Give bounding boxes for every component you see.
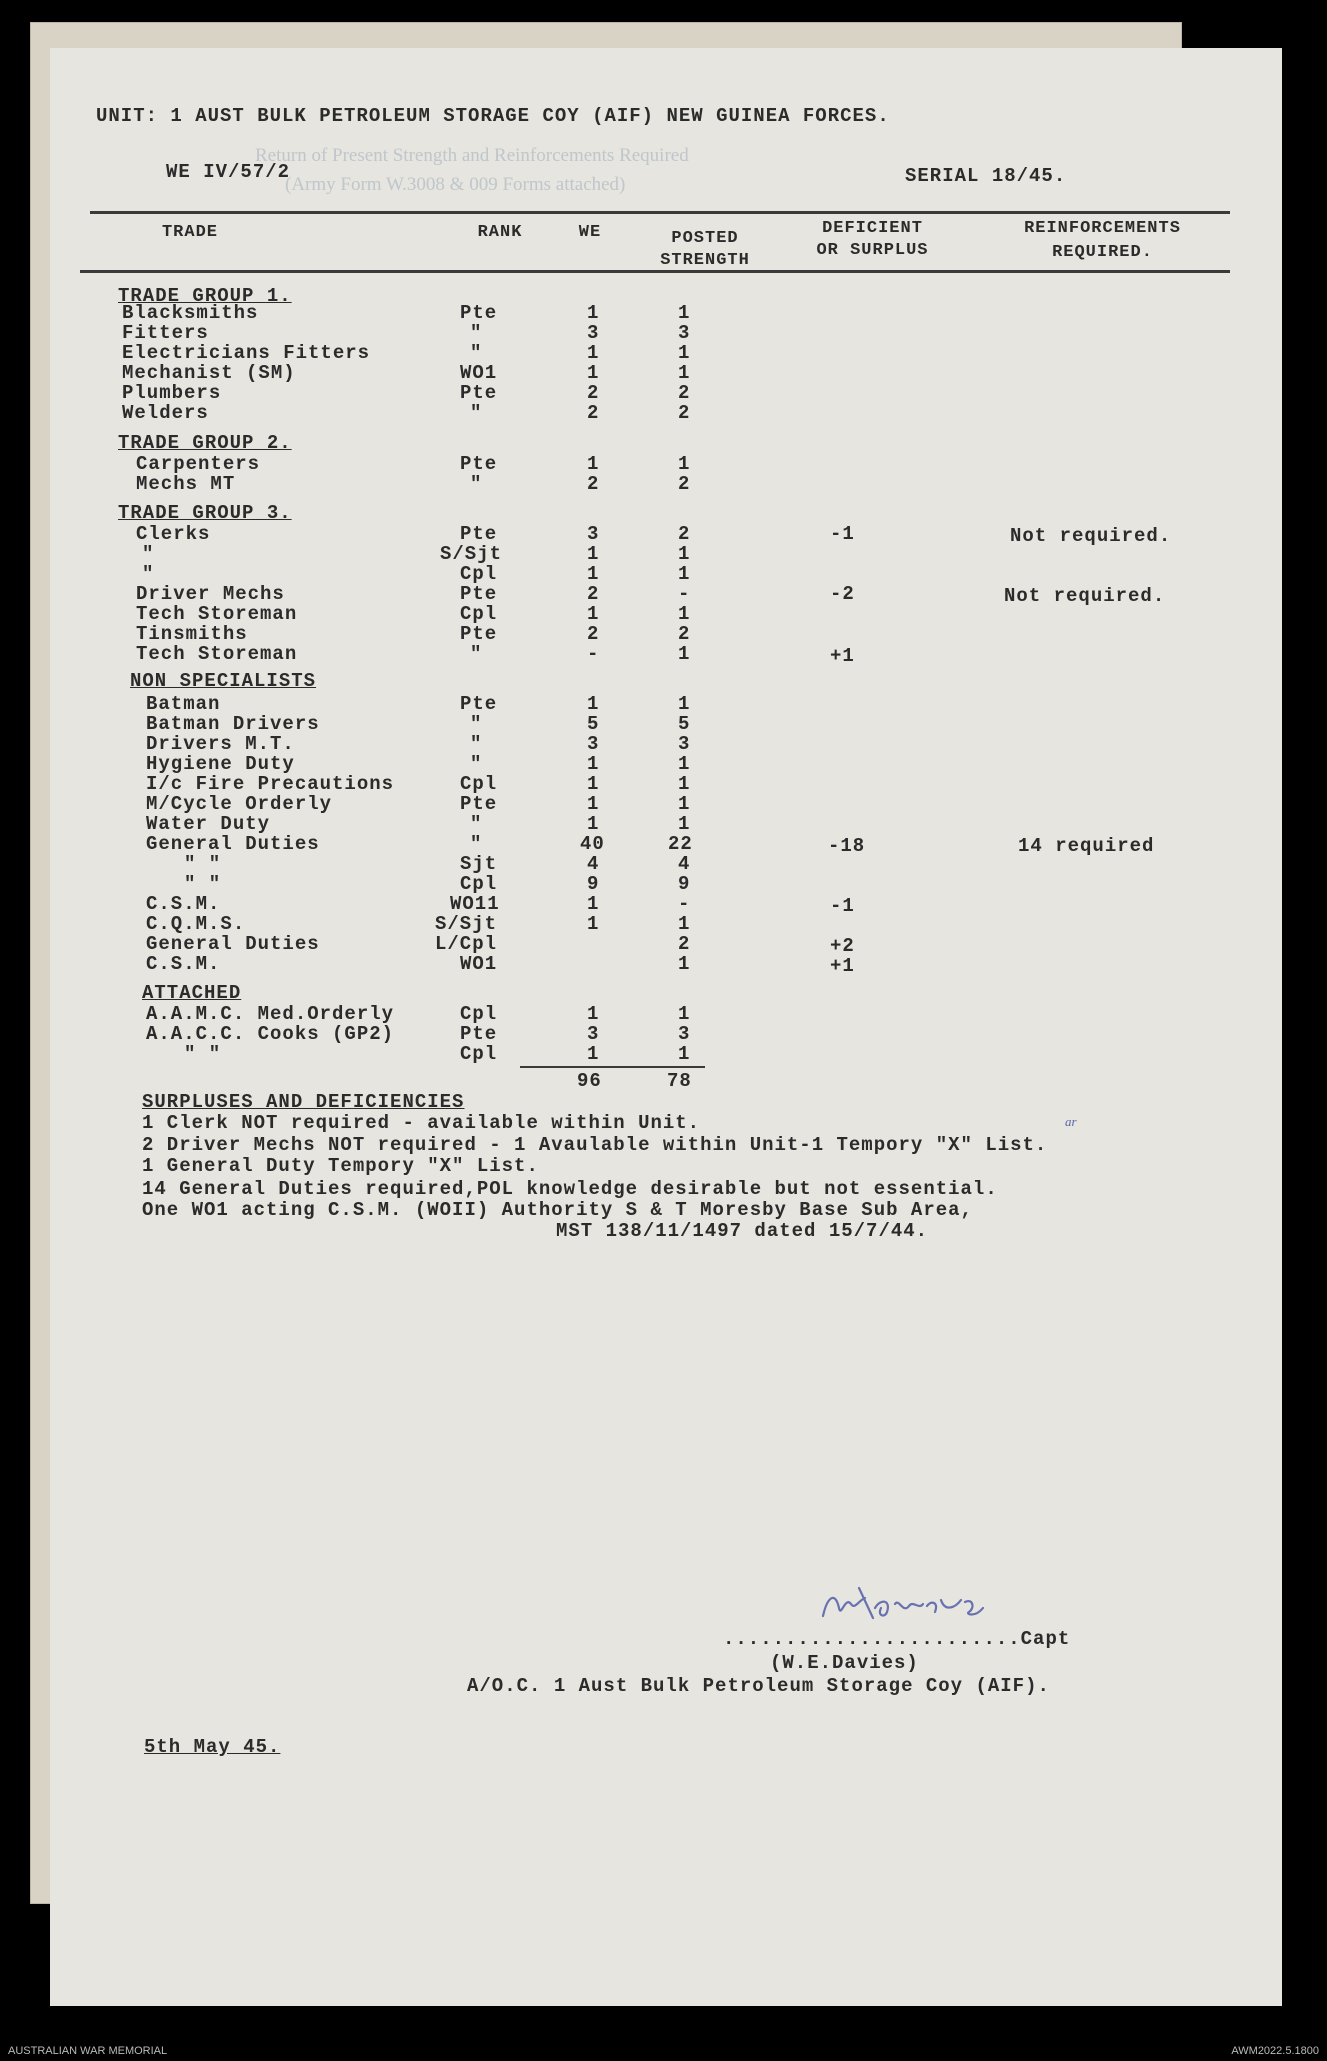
col-posted-1: POSTED [671, 229, 739, 248]
posted-cell: 4 [678, 853, 691, 875]
trade-cell: Water Duty [146, 813, 271, 835]
posted-cell: 1 [678, 342, 691, 364]
we-cell: 4 [587, 853, 600, 875]
posted-cell: 1 [678, 453, 691, 475]
rank-cell: Cpl [460, 603, 498, 625]
col-rank: RANK [477, 223, 523, 242]
faded-heading-1: Return of Present Strength and Reinforcements Required [255, 145, 689, 166]
rank-cell: Pte [460, 583, 498, 605]
posted-cell: 1 [678, 813, 691, 835]
header-rule-bottom [80, 270, 1230, 273]
we-cell: 1 [587, 302, 600, 324]
rank-cell: Pte [460, 453, 498, 475]
rank-cell: Pte [460, 793, 498, 815]
col-deficient-1: DEFICIENT [822, 219, 923, 238]
we-cell: 3 [587, 322, 600, 344]
rank-cell: Pte [460, 382, 498, 404]
deficiency-cell: -1 [830, 523, 855, 545]
rank-cell: Cpl [460, 873, 498, 895]
we-cell: 1 [587, 813, 600, 835]
rank-cell: Pte [460, 623, 498, 645]
trade-cell: C.S.M. [146, 953, 221, 975]
rank-cell: L/Cpl [435, 933, 498, 955]
trade-cell: " " [184, 873, 222, 895]
trade-cell: " " [184, 853, 222, 875]
posted-cell: 1 [678, 1043, 691, 1065]
rank-cell: " [470, 342, 483, 364]
posted-cell: 1 [678, 913, 691, 935]
trade-cell: Tech Storeman [136, 603, 298, 625]
rank-cell: WO11 [450, 893, 500, 915]
posted-cell: 3 [678, 322, 691, 344]
note-line: 1 Clerk NOT required - available within Unit. [142, 1112, 701, 1134]
posted-cell: 1 [678, 302, 691, 324]
document-page [50, 48, 1282, 2006]
posted-cell: 1 [678, 773, 691, 795]
rank-cell: " [470, 713, 483, 735]
trade-cell: C.S.M. [146, 893, 221, 915]
col-posted-2: STRENGTH [660, 251, 750, 270]
we-cell: 1 [587, 603, 600, 625]
trade-cell: Drivers M.T. [146, 733, 295, 755]
we-cell: 2 [587, 473, 600, 495]
group-heading: TRADE GROUP 3. [118, 502, 292, 524]
trade-cell: A.A.M.C. Med.Orderly [146, 1003, 395, 1025]
posted-cell: 2 [678, 382, 691, 404]
we-cell: 1 [587, 1003, 600, 1025]
posted-cell: 3 [678, 1023, 691, 1045]
we-cell: 1 [587, 773, 600, 795]
note-line: 14 General Duties required,POL knowledge desirable but not essential. [142, 1178, 998, 1200]
trade-cell: Batman [146, 693, 221, 715]
posted-cell: - [678, 893, 691, 915]
notes-heading: SURPLUSES AND DEFICIENCIES [142, 1091, 465, 1113]
posted-cell: 2 [678, 523, 691, 545]
trade-cell: Blacksmiths [122, 302, 259, 324]
signature-line: ........................Capt [723, 1628, 1071, 1650]
rank-cell: " [470, 402, 483, 424]
we-cell: 5 [587, 713, 600, 735]
reinforcement-cell: 14 required [1018, 835, 1155, 857]
trade-cell: Hygiene Duty [146, 753, 295, 775]
trade-cell: Batman Drivers [146, 713, 320, 735]
trade-cell: Tech Storeman [136, 643, 298, 665]
group-heading: TRADE GROUP 1. [118, 285, 292, 307]
we-cell: 40 [580, 833, 605, 855]
rank-cell: Sjt [460, 853, 498, 875]
trade-cell: Mechanist (SM) [122, 362, 296, 384]
rank-cell: Cpl [460, 563, 498, 585]
group-heading: TRADE GROUP 2. [118, 432, 292, 454]
we-cell: 2 [587, 623, 600, 645]
we-cell: 2 [587, 382, 600, 404]
rank-cell: Pte [460, 523, 498, 545]
we-cell: 3 [587, 523, 600, 545]
trade-cell: I/c Fire Precautions [146, 773, 395, 795]
document-date: 5th May 45. [144, 1736, 281, 1758]
reinforcement-cell: Not required. [1010, 525, 1172, 547]
we-cell: 1 [587, 893, 600, 915]
rank-cell: " [470, 753, 483, 775]
rank-cell: WO1 [460, 953, 498, 975]
rank-cell: Cpl [460, 1003, 498, 1025]
we-cell: 2 [587, 402, 600, 424]
deficiency-cell: -1 [830, 895, 855, 917]
rank-cell: WO1 [460, 362, 498, 384]
posted-cell: 1 [678, 362, 691, 384]
trade-cell: C.Q.M.S. [146, 913, 246, 935]
posted-cell: 5 [678, 713, 691, 735]
trade-cell: Plumbers [122, 382, 222, 404]
we-cell: 1 [587, 1043, 600, 1065]
rank-cell: " [470, 813, 483, 835]
note-line: One WO1 acting C.S.M. (WOII) Authority S & T Moresby Base Sub Area, [142, 1199, 973, 1221]
trade-cell: " " [184, 1043, 222, 1065]
deficiency-cell: +1 [830, 645, 855, 667]
posted-cell: 2 [678, 402, 691, 424]
we-cell: 1 [587, 693, 600, 715]
posted-cell: 2 [678, 623, 691, 645]
col-reinforcements-2: REQUIRED. [1052, 243, 1153, 262]
we-cell: 3 [587, 733, 600, 755]
we-cell: 1 [587, 543, 600, 565]
trade-cell: M/Cycle Orderly [146, 793, 333, 815]
trade-cell: Driver Mechs [136, 583, 285, 605]
we-cell: 3 [587, 1023, 600, 1045]
trade-cell: General Duties [146, 933, 320, 955]
serial-number: SERIAL 18/45. [905, 165, 1067, 187]
header-rule-top [90, 211, 1230, 214]
totals-rule [520, 1066, 705, 1068]
archive-label: AUSTRALIAN WAR MEMORIAL [8, 2045, 168, 2057]
trade-cell: Tinsmiths [136, 623, 248, 645]
we-cell: 1 [587, 362, 600, 384]
col-deficient-2: OR SURPLUS [816, 241, 929, 260]
we-cell: 2 [587, 583, 600, 605]
trade-cell: Clerks [136, 523, 211, 545]
rank-cell: " [470, 643, 483, 665]
we-reference: WE IV/57/2 [166, 161, 291, 183]
trade-cell: General Duties [146, 833, 320, 855]
rank-cell: Pte [460, 1023, 498, 1045]
deficiency-cell: -18 [828, 835, 866, 857]
posted-cell: 1 [678, 753, 691, 775]
col-trade: TRADE [161, 223, 218, 242]
posted-cell: 1 [678, 603, 691, 625]
posted-cell: 1 [678, 953, 691, 975]
note-line: MST 138/11/1497 dated 15/7/44. [556, 1220, 929, 1242]
trade-cell: " [142, 563, 155, 585]
posted-cell: 2 [678, 933, 691, 955]
note-line: 2 Driver Mechs NOT required - 1 Avaulable within Unit-1 Tempory "X" List. [142, 1134, 1048, 1156]
posted-cell: 1 [678, 543, 691, 565]
trade-cell: A.A.C.C. Cooks (GP2) [146, 1023, 395, 1045]
col-reinforcements-1: REINFORCEMENTS [1024, 219, 1181, 238]
group-heading: NON SPECIALISTS [130, 670, 317, 692]
we-cell: 1 [587, 342, 600, 364]
group-heading: ATTACHED [142, 982, 242, 1004]
we-cell: - [587, 643, 600, 665]
rank-cell: Cpl [460, 773, 498, 795]
archive-reference: AWM2022.5.1800 [1231, 2045, 1319, 2057]
rank-cell: " [470, 833, 483, 855]
trade-cell: Carpenters [136, 453, 261, 475]
trade-cell: " [142, 543, 155, 565]
posted-cell: 22 [668, 833, 693, 855]
trade-cell: Mechs MT [136, 473, 236, 495]
posted-cell: 3 [678, 733, 691, 755]
rank-cell: Cpl [460, 1043, 498, 1065]
total-posted: 78 [667, 1070, 692, 1092]
posted-cell: 1 [678, 693, 691, 715]
rank-cell: " [470, 322, 483, 344]
rank-cell: S/Sjt [435, 913, 498, 935]
posted-cell: 1 [678, 793, 691, 815]
we-cell: 1 [587, 563, 600, 585]
handwritten-correction: ar [1065, 1114, 1077, 1129]
deficiency-cell: +2 [830, 935, 855, 957]
rank-cell: Pte [460, 302, 498, 324]
unit-line: UNIT: 1 AUST BULK PETROLEUM STORAGE COY (AIF) NEW GUINEA FORCES. [96, 105, 890, 127]
rank-cell: Pte [460, 693, 498, 715]
total-we: 96 [577, 1070, 602, 1092]
posted-cell: - [678, 583, 691, 605]
deficiency-cell: +1 [830, 955, 855, 977]
trade-cell: Fitters [122, 322, 209, 344]
posted-cell: 1 [678, 643, 691, 665]
reinforcement-cell: Not required. [1004, 585, 1166, 607]
faded-heading-2: (Army Form W.3008 & 009 Forms attached) [285, 174, 626, 195]
trade-cell: Electricians Fitters [122, 342, 371, 364]
posted-cell: 1 [678, 1003, 691, 1025]
signatory-name: (W.E.Davies) [770, 1652, 919, 1674]
posted-cell: 9 [678, 873, 691, 895]
rank-cell: " [470, 733, 483, 755]
trade-cell: Welders [122, 402, 209, 424]
deficiency-cell: -2 [830, 583, 855, 605]
posted-cell: 2 [678, 473, 691, 495]
we-cell: 9 [587, 873, 600, 895]
col-we: WE [578, 223, 602, 242]
rank-cell: " [470, 473, 483, 495]
rank-cell: S/Sjt [440, 543, 503, 565]
posted-cell: 1 [678, 563, 691, 585]
we-cell: 1 [587, 793, 600, 815]
we-cell: 1 [587, 753, 600, 775]
note-line: 1 General Duty Tempory "X" List. [142, 1155, 539, 1177]
signatory-title: A/O.C. 1 Aust Bulk Petroleum Storage Coy (AIF). [467, 1675, 1050, 1697]
we-cell: 1 [587, 453, 600, 475]
we-cell: 1 [587, 913, 600, 935]
